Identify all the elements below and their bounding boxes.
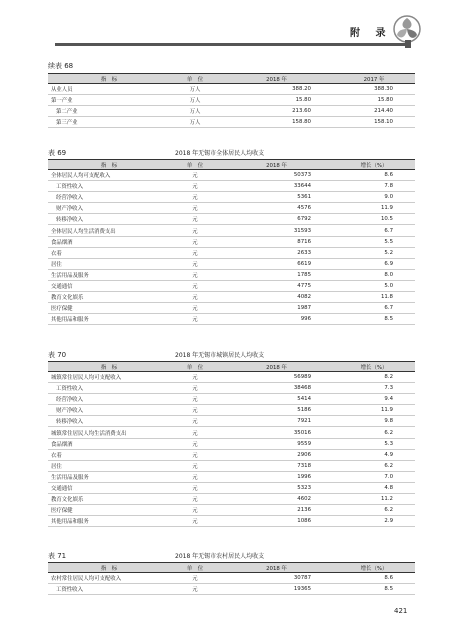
table68 [48,73,415,128]
unit-cell: 元 [170,573,220,584]
growth-cell: 8.2 [333,372,415,383]
unit-cell: 万人 [170,117,220,128]
table-row [48,303,415,314]
value-cell: 2906 [220,449,333,460]
row-label: 生活用品及服务 [48,471,170,482]
row-label: 经营净收入 [48,192,170,203]
value-cell: 2136 [220,505,333,516]
unit-cell: 元 [170,269,220,280]
table-row [48,214,415,225]
page-number: 421 [394,607,408,615]
growth-cell: 4.9 [333,449,415,460]
unit-cell: 元 [170,372,220,383]
column-header: 单 位 [170,362,220,372]
unit-cell: 元 [170,383,220,394]
growth-cell: 11.2 [333,494,415,505]
row-label: 居住 [48,460,170,471]
row-label: 医疗保健 [48,505,170,516]
table-row [48,269,415,280]
value-cell: 6619 [220,258,333,269]
growth-cell: 6.7 [333,303,415,314]
growth-cell: 6.7 [333,225,415,236]
value-cell: 50373 [220,170,333,181]
unit-cell: 元 [170,516,220,527]
growth-cell: 388.30 [333,84,415,95]
row-label: 农村常住居民人均可支配收入 [48,573,170,584]
growth-cell: 8.0 [333,269,415,280]
value-cell: 8716 [220,236,333,247]
table-row [48,181,415,192]
row-label: 交通通信 [48,280,170,291]
column-header: 增长（%） [333,362,415,372]
value-cell: 35016 [220,427,333,438]
row-label: 财产净收入 [48,405,170,416]
column-header: 单 位 [170,160,220,170]
value-cell: 9559 [220,438,333,449]
row-label: 第一产业 [48,95,170,106]
unit-cell: 元 [170,394,220,405]
table-row [48,258,415,269]
growth-cell: 5.3 [333,438,415,449]
table-row [48,394,415,405]
table-row [48,494,415,505]
table-row [48,95,415,106]
unit-cell: 元 [170,181,220,192]
column-header: 指 标 [48,362,170,372]
value-cell: 5186 [220,405,333,416]
growth-cell: 11.8 [333,292,415,303]
table70-title: 表 70 [48,351,67,359]
table-row [48,460,415,471]
column-header: 2018 年 [220,160,333,170]
table-row [48,449,415,460]
value-cell: 7921 [220,416,333,427]
table-row [48,383,415,394]
table-row [48,170,415,181]
growth-cell: 6.9 [333,258,415,269]
growth-cell: 6.2 [333,505,415,516]
growth-cell: 2.9 [333,516,415,527]
unit-cell: 元 [170,258,220,269]
growth-cell: 8.5 [333,584,415,595]
row-label: 工资性收入 [48,181,170,192]
growth-cell: 9.8 [333,416,415,427]
row-label: 经营净收入 [48,394,170,405]
growth-cell: 8.6 [333,573,415,584]
row-label: 其他用品和服务 [48,314,170,325]
unit-cell: 元 [170,303,220,314]
growth-cell: 5.0 [333,280,415,291]
table-row [48,471,415,482]
table-row [48,117,415,128]
row-label: 全体居民人均可支配收入 [48,170,170,181]
row-label: 全体居民人均生活消费支出 [48,225,170,236]
value-cell: 38468 [220,383,333,394]
table-row [48,438,415,449]
value-cell: 30787 [220,573,333,584]
table-row [48,482,415,493]
value-cell: 1785 [220,269,333,280]
table71-title: 表 71 [48,552,67,560]
table-row [48,505,415,516]
unit-cell: 元 [170,584,220,595]
column-header: 2018 年 [220,563,333,573]
column-header: 2018 年 [220,74,333,84]
column-header: 单 位 [170,563,220,573]
value-cell: 5361 [220,192,333,203]
growth-cell: 7.0 [333,471,415,482]
table71-caption: 2018 年无锡市农村居民人均收支 [175,553,265,560]
row-label: 转移净收入 [48,214,170,225]
value-cell: 158.80 [220,117,333,128]
table-row [48,203,415,214]
table-row [48,236,415,247]
table69-title: 表 69 [48,149,67,157]
value-cell: 4602 [220,494,333,505]
table68-title: 续表 68 [48,62,74,70]
unit-cell: 元 [170,214,220,225]
table-row [48,225,415,236]
unit-cell: 万人 [170,95,220,106]
row-label: 财产净收入 [48,203,170,214]
unit-cell: 万人 [170,106,220,117]
value-cell: 5414 [220,394,333,405]
row-label: 生活用品及服务 [48,269,170,280]
unit-cell: 万人 [170,84,220,95]
value-cell: 4082 [220,292,333,303]
row-label: 第二产业 [48,106,170,117]
value-cell: 213.60 [220,106,333,117]
unit-cell: 元 [170,471,220,482]
unit-cell: 元 [170,405,220,416]
row-label: 居住 [48,258,170,269]
table70 [48,361,415,527]
row-label: 其他用品和服务 [48,516,170,527]
growth-cell: 7.3 [333,383,415,394]
value-cell: 388.20 [220,84,333,95]
row-label: 教育文化娱乐 [48,292,170,303]
value-cell: 31593 [220,225,333,236]
unit-cell: 元 [170,314,220,325]
table-row [48,405,415,416]
table-row [48,516,415,527]
value-cell: 6792 [220,214,333,225]
growth-cell: 9.0 [333,192,415,203]
growth-cell: 8.6 [333,170,415,181]
value-cell: 5323 [220,482,333,493]
row-label: 从业人员 [48,84,170,95]
unit-cell: 元 [170,225,220,236]
section-header: 附 录 [350,28,392,39]
unit-cell: 元 [170,292,220,303]
row-label: 交通通信 [48,482,170,493]
row-label: 第三产业 [48,117,170,128]
value-cell: 7318 [220,460,333,471]
unit-cell: 元 [170,416,220,427]
value-cell: 1086 [220,516,333,527]
column-header: 2018 年 [220,362,333,372]
table-row [48,314,415,325]
table70-caption: 2018 年无锡市城镇居民人均收支 [175,352,265,359]
value-cell: 1996 [220,471,333,482]
unit-cell: 元 [170,247,220,258]
header-rule-tab [405,40,411,48]
table-row [48,247,415,258]
row-label: 食品烟酒 [48,236,170,247]
column-header: 增长（%） [333,563,415,573]
table-row [48,372,415,383]
column-header: 指 标 [48,74,170,84]
row-label: 工资性收入 [48,584,170,595]
growth-cell: 11.9 [333,405,415,416]
unit-cell: 元 [170,203,220,214]
unit-cell: 元 [170,236,220,247]
unit-cell: 元 [170,280,220,291]
table-row [48,106,415,117]
growth-cell: 6.2 [333,460,415,471]
table69-caption: 2018 年无锡市全体居民人均收支 [175,150,265,157]
growth-cell: 9.4 [333,394,415,405]
row-label: 教育文化娱乐 [48,494,170,505]
growth-cell: 5.5 [333,236,415,247]
row-label: 转移净收入 [48,416,170,427]
value-cell: 2633 [220,247,333,258]
table71 [48,562,415,595]
value-cell: 996 [220,314,333,325]
value-cell: 1987 [220,303,333,314]
row-label: 医疗保健 [48,303,170,314]
table-row [48,292,415,303]
unit-cell: 元 [170,438,220,449]
unit-cell: 元 [170,460,220,471]
growth-cell: 6.2 [333,427,415,438]
column-header: 2017 年 [333,74,415,84]
growth-cell: 15.80 [333,95,415,106]
value-cell: 33644 [220,181,333,192]
column-header: 增长（%） [333,160,415,170]
growth-cell: 158.10 [333,117,415,128]
table-row [48,584,415,595]
value-cell: 19365 [220,584,333,595]
value-cell: 4576 [220,203,333,214]
growth-cell: 4.8 [333,482,415,493]
header-rule [55,43,410,46]
row-label: 衣着 [48,449,170,460]
table-row [48,192,415,203]
unit-cell: 元 [170,192,220,203]
table-row [48,84,415,95]
unit-cell: 元 [170,427,220,438]
growth-cell: 7.8 [333,181,415,192]
growth-cell: 11.9 [333,203,415,214]
table-row [48,427,415,438]
growth-cell: 5.2 [333,247,415,258]
table-row [48,416,415,427]
unit-cell: 元 [170,170,220,181]
row-label: 城镇常住居民人均可支配收入 [48,372,170,383]
growth-cell: 8.5 [333,314,415,325]
growth-cell: 10.5 [333,214,415,225]
table-row [48,573,415,584]
unit-cell: 元 [170,482,220,493]
row-label: 衣着 [48,247,170,258]
unit-cell: 元 [170,505,220,516]
row-label: 工资性收入 [48,383,170,394]
row-label: 城镇常住居民人均生活消费支出 [48,427,170,438]
table-row [48,280,415,291]
table69 [48,159,415,325]
column-header: 指 标 [48,160,170,170]
unit-cell: 元 [170,494,220,505]
value-cell: 4775 [220,280,333,291]
row-label: 食品烟酒 [48,438,170,449]
column-header: 单 位 [170,74,220,84]
column-header: 指 标 [48,563,170,573]
growth-cell: 214.40 [333,106,415,117]
unit-cell: 元 [170,449,220,460]
value-cell: 15.80 [220,95,333,106]
value-cell: 56989 [220,372,333,383]
